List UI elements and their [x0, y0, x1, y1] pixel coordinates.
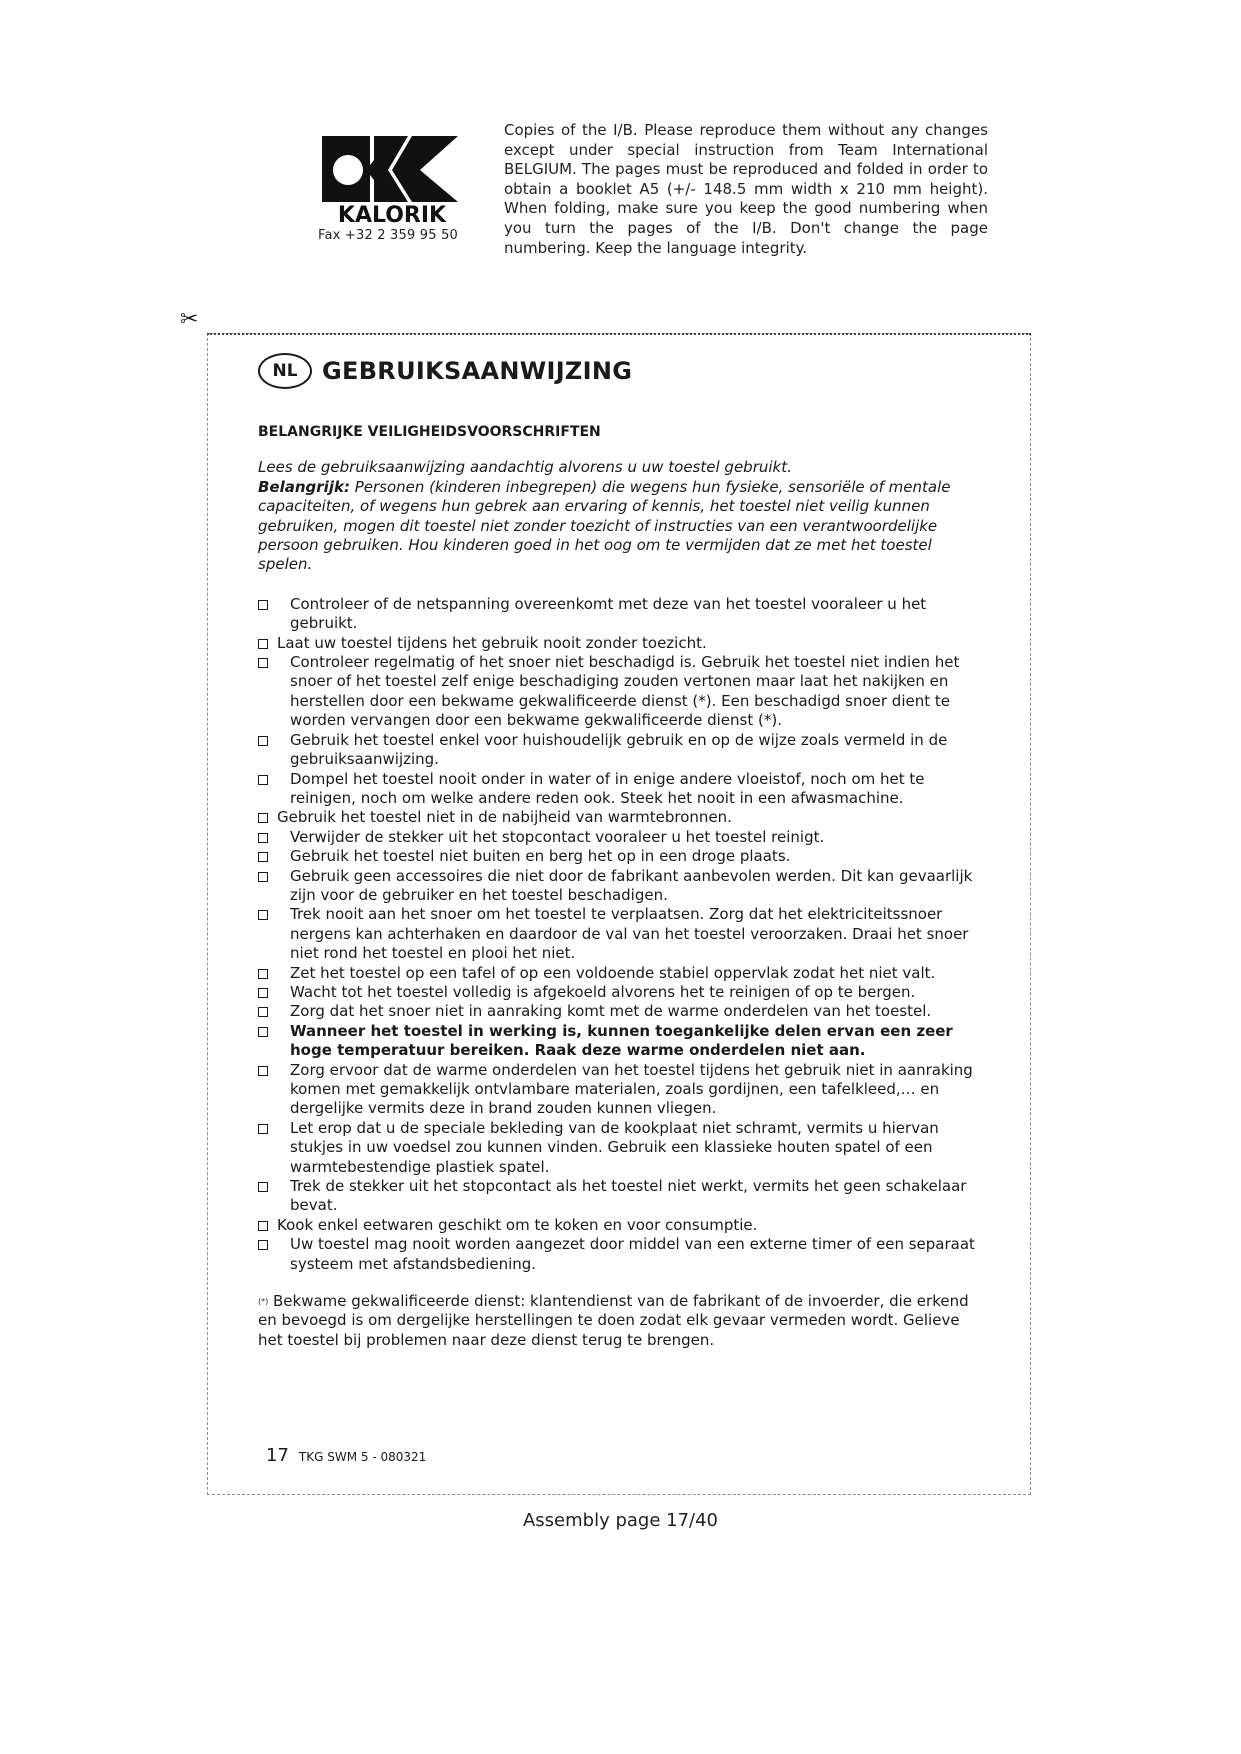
- list-item-text: Uw toestel mag nooit worden aangezet door middel van een externe timer of een separaat systeem met afstandsbediening.: [290, 1235, 975, 1273]
- list-item: [258, 1002, 978, 1021]
- intro-line: Lees de gebruiksaanwijzing aandachtig alvorens u uw toestel gebruikt.: [258, 458, 792, 477]
- list-item-text: Zorg ervoor dat de warme onderdelen van het toestel tijdens het gebruik niet in aanraking komen met gemakkelijk ontvlambare materialen, zoals gordijnen, een tafelkleed,… en dergelijke vermits deze in brand zouden kunnen vliegen.: [290, 1060, 973, 1118]
- cut-line: [207, 333, 1031, 335]
- list-item-text: Gebruik het toestel niet in de nabijheid van warmtebronnen.: [277, 808, 732, 827]
- kalorik-logo-icon: [322, 136, 462, 226]
- checkbox-icon: [258, 1221, 268, 1231]
- list-item: [258, 1177, 978, 1216]
- list-item: [258, 634, 978, 653]
- checkbox-icon: [258, 639, 268, 649]
- page-title: [258, 353, 632, 389]
- list-item-text: Kook enkel eetwaren geschikt om te koken en voor consumptie.: [277, 1215, 758, 1234]
- list-item-text: Gebruik het toestel niet buiten en berg het op in een droge plaats.: [290, 847, 791, 866]
- list-item-text: Let erop dat u de speciale bekleding van de kookplaat niet schramt, vermits u hiervan stukjes in uw voedsel zou kunnen vinden. Gebruik een klassieke houten spatel of een warmtebestendige plastiek spatel.: [290, 1118, 939, 1176]
- title-text: GEBRUIKSAANWIJZING: [322, 357, 633, 385]
- list-item-text: Wanneer het toestel in werking is, kunnen toegankelijke delen ervan een zeer hoge temperatuur bereiken. Raak deze warme onderdelen niet aan.: [290, 1021, 953, 1060]
- safety-list: [258, 595, 978, 1274]
- list-item: [258, 828, 978, 847]
- list-item-text: Gebruik geen accessoires die niet door de fabrikant aanbevolen werden. Dit kan gevaarlijk zijn voor de gebruiker en het toestel beschadigen.: [290, 866, 973, 904]
- list-item: [258, 867, 978, 906]
- checkbox-icon: [258, 1240, 268, 1250]
- list-item: [258, 1235, 978, 1274]
- checkbox-icon: [258, 988, 268, 998]
- checkbox-icon: [258, 600, 268, 610]
- section-title: BELANGRIJKE VEILIGHEIDSVOORSCHRIFTEN: [258, 424, 601, 440]
- list-item: [258, 983, 978, 1002]
- list-item: [258, 770, 978, 809]
- list-item: [258, 808, 978, 827]
- header-note: Copies of the I/B. Please reproduce them without any changes except under special instruction from Team International BELGIUM. The pages must be reproduced and folded in order to obtain a booklet A5 (+/- 148.5 mm width x 210 mm height). When folding, make sure you keep the good numbering when you turn the pages of the I/B. Don't change the page numbering. Keep the language integrity.: [504, 121, 988, 257]
- list-item-text: Trek de stekker uit het stopcontact als het toestel niet werkt, vermits het geen schakelaar bevat.: [290, 1177, 967, 1215]
- list-item: [258, 1061, 978, 1119]
- checkbox-icon: [258, 1066, 268, 1076]
- footnote: [258, 1292, 978, 1350]
- list-item: [258, 905, 978, 963]
- document-code: TKG SWM 5 - 080321: [298, 1450, 427, 1464]
- fax-number: Fax +32 2 359 95 50: [318, 228, 459, 243]
- checkbox-icon: [258, 872, 268, 882]
- list-item-text: Gebruik het toestel enkel voor huishoudelijk gebruik en op de wijze zoals vermeld in de gebruiksaanwijzing.: [290, 730, 948, 769]
- checkbox-icon: [258, 1027, 268, 1037]
- page-footer: [266, 1445, 426, 1466]
- important-text: Personen (kinderen inbegrepen) die wegens hun fysieke, sensoriële of mentale capaciteiten, of wegens hun gebrek aan ervaring of kennis, het toestel niet veilig kunnen gebruiken, mogen dit toestel niet zonder toezicht of instructies van een verantwoordelijke persoon gebruiken. Hou kinderen goed in het oog om te vermijden dat ze met het toestel spelen.: [258, 477, 951, 574]
- safety-instructions: [258, 423, 978, 1350]
- list-item: [258, 653, 978, 731]
- list-item-text: Wacht tot het toestel volledig is afgekoeld alvorens het te reinigen of op te bergen.: [290, 982, 916, 1001]
- page-number: 17: [266, 1445, 289, 1466]
- language-badge: NL: [258, 353, 312, 389]
- list-item-text: Laat uw toestel tijdens het gebruik nooit zonder toezicht.: [277, 633, 707, 652]
- checkbox-icon: [258, 910, 268, 920]
- checkbox-icon: [258, 775, 268, 785]
- kalorik-logo: [318, 136, 468, 243]
- important-label: Belangrijk:: [258, 477, 350, 496]
- checkbox-icon: [258, 1182, 268, 1192]
- list-item-text: Verwijder de stekker uit het stopcontact vooraleer u het toestel reinigt.: [290, 827, 825, 846]
- checkbox-icon: [258, 658, 268, 668]
- assembly-page-label: Assembly page 17/40: [522, 1510, 719, 1531]
- checkbox-icon: [258, 813, 268, 823]
- list-item-text: Zet het toestel op een tafel of op een voldoende stabiel oppervlak zodat het niet valt.: [290, 963, 936, 982]
- checkbox-icon: [258, 833, 268, 843]
- checkbox-icon: [258, 1124, 268, 1134]
- scissors-icon: ✂: [180, 307, 199, 332]
- list-item: [258, 1216, 978, 1235]
- list-item-text: Dompel het toestel nooit onder in water of in enige andere vloeistof, noch om het te reinigen, noch om welke andere reden ook. Steek het nooit in een afwasmachine.: [290, 769, 925, 807]
- list-item: [258, 1119, 978, 1177]
- list-item: [258, 847, 978, 866]
- footnote-marker: (*): [258, 1297, 269, 1307]
- list-item-text: Controleer regelmatig of het snoer niet beschadigd is. Gebruik het toestel niet indien het snoer of het toestel zelf enige beschadiging zouden vertonen maar laat het nakijken en herstellen door een bekwame gekwalificeerde dienst (*). Een beschadigd snoer dient te worden vervangen door een bekwame gekwalificeerde dienst (*).: [290, 653, 960, 730]
- checkbox-icon: [258, 736, 268, 746]
- list-item-text: Trek nooit aan het snoer om het toestel te verplaatsen. Zorg dat het elektriciteitssnoer nergens kan achterhaken en daardoor de val van het toestel veroorzaken. Draai het snoer niet rond het toestel en plooi het niet.: [290, 905, 969, 963]
- checkbox-icon: [258, 852, 268, 862]
- checkbox-icon: [258, 969, 268, 979]
- list-item: [258, 731, 978, 770]
- list-item: [258, 964, 978, 983]
- intro-paragraph: [258, 458, 978, 574]
- list-item-text: Zorg dat het snoer niet in aanraking komt met de warme onderdelen van het toestel.: [290, 1002, 932, 1021]
- footnote-text: Bekwame gekwalificeerde dienst: klantendienst van de fabrikant of de invoerder, die erkend en bevoegd is om dergelijke herstellingen te doen zodat elk gevaar vermeden wordt. Gelieve het toestel bij problemen naar deze dienst terug te brengen.: [258, 1292, 969, 1349]
- brand-wordmark: KALORIK: [337, 203, 447, 226]
- list-item: [258, 1022, 978, 1061]
- checkbox-icon: [258, 1007, 268, 1017]
- list-item: [258, 595, 978, 634]
- list-item-text: Controleer of de netspanning overeenkomt met deze van het toestel vooraleer u het gebruikt.: [290, 594, 927, 633]
